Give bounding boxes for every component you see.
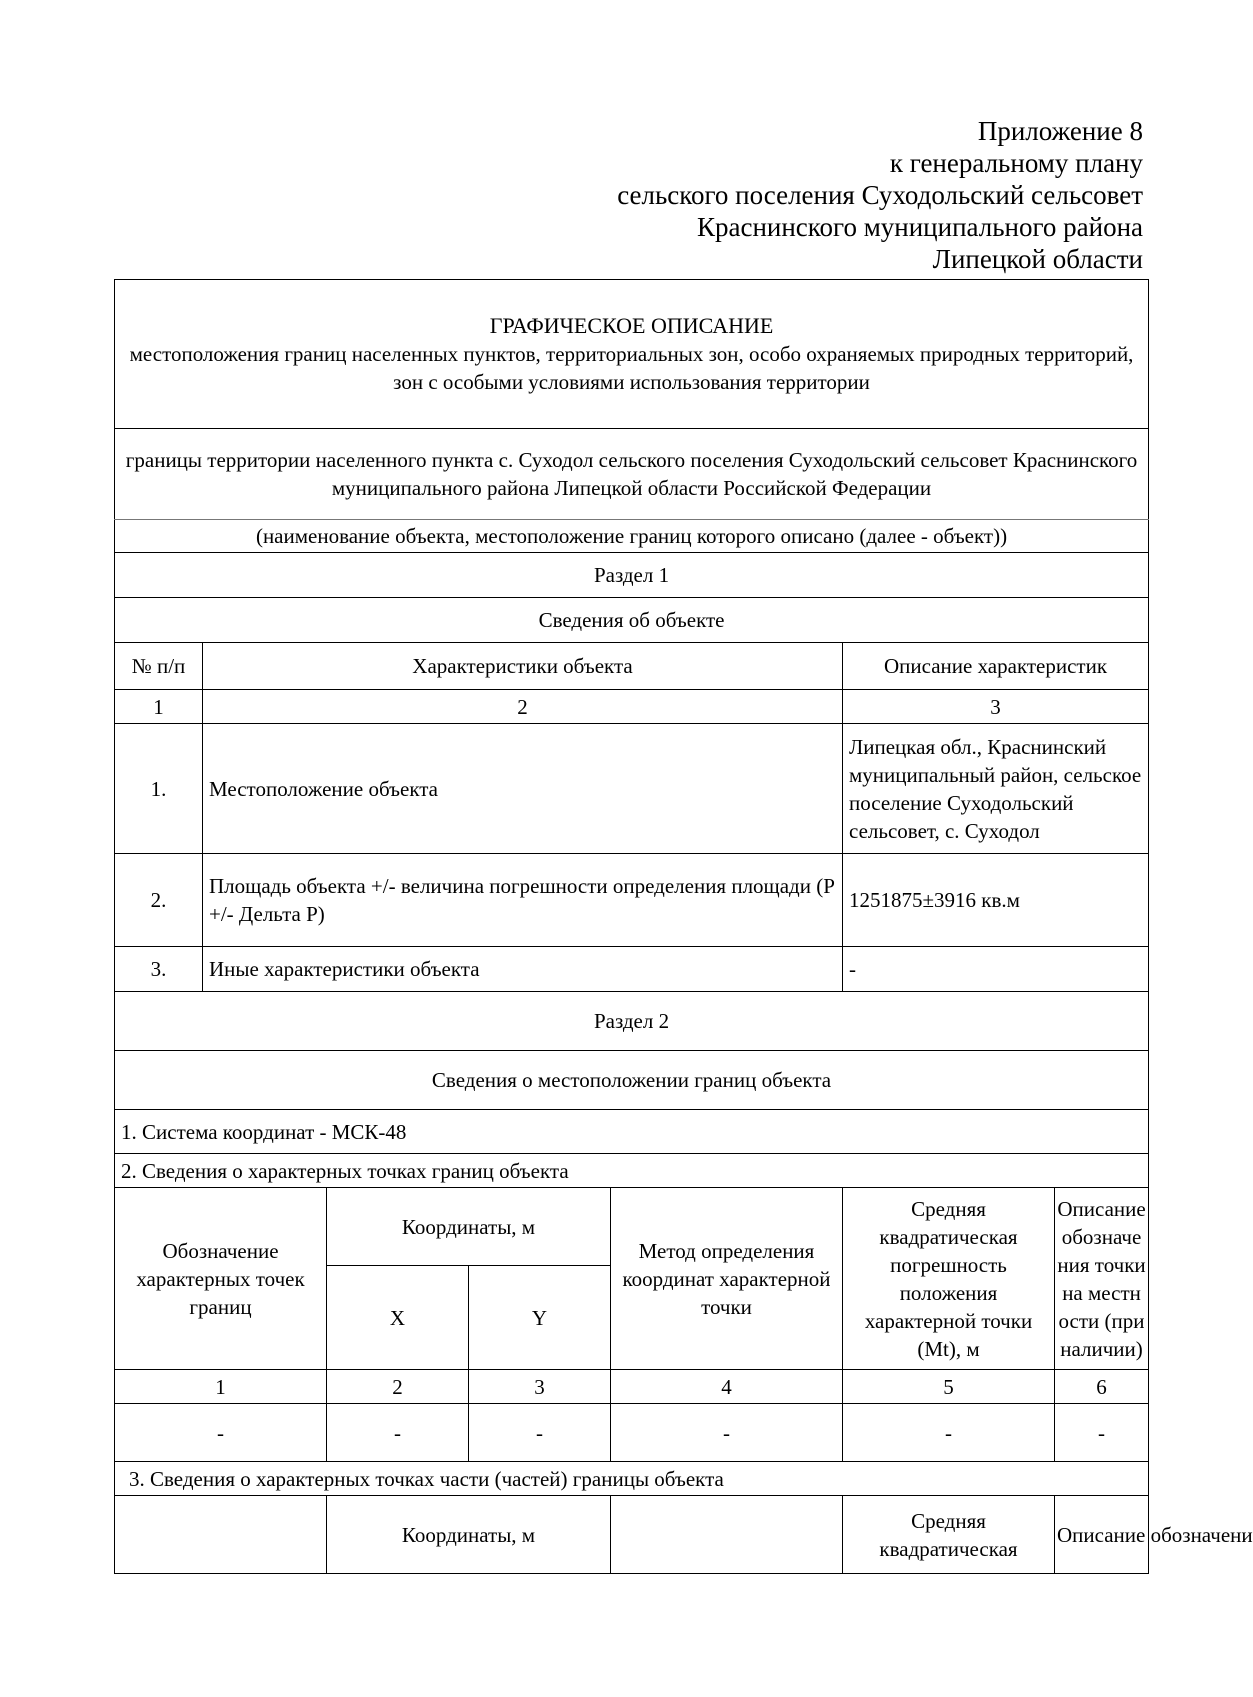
section-1-title: Раздел 1	[115, 553, 1149, 598]
column-number: 2	[203, 690, 843, 724]
object-name: границы территории населенного пункта с. Суходол сельского поселения Суходольский сельсовет Краснинского муниципального района Липецкой области Российской Федерации	[115, 429, 1149, 520]
characteristic-cell: Площадь объекта +/- величина погрешности определения площади (Р +/- Дельта Р)	[203, 854, 843, 947]
parts-section-title: 3. Сведения о характерных точках части (частей) границы объекта	[115, 1462, 1149, 1496]
description-form	[114, 279, 1253, 1571]
method-header-empty	[611, 1496, 843, 1574]
column-number: 5	[843, 1370, 1055, 1404]
description-cell: -	[843, 947, 1149, 992]
title-block	[115, 280, 1149, 429]
point-cell: -	[843, 1404, 1055, 1462]
designation-header: Обозначение характерных точек границ	[115, 1188, 327, 1370]
main-table	[114, 279, 1253, 1574]
table-row	[115, 947, 1149, 992]
section-1-subtitle: Сведения об объекте	[115, 598, 1149, 643]
appendix-line: Краснинского муниципального района	[696, 212, 1143, 242]
column-number: 1	[115, 690, 203, 724]
point-cell: -	[115, 1404, 327, 1462]
column-number: 6	[1055, 1370, 1149, 1404]
table-row	[115, 1404, 1149, 1462]
method-header: Метод определения координат характерной точки	[611, 1188, 843, 1370]
object-name-caption: (наименование объекта, местоположение границ которого описано (далее - объект))	[115, 520, 1149, 553]
row-number: 1.	[115, 724, 203, 854]
document-subtitle: местоположения границ населенных пунктов, территориальных зон, особо охраняемых природных территорий, зон с особыми условиями использования территории	[129, 342, 1134, 394]
coordinate-system: 1. Система координат - МСК-48	[115, 1110, 1149, 1154]
error-header: Средняя квадратическая	[843, 1496, 1055, 1574]
table-row	[115, 854, 1149, 947]
point-cell: -	[611, 1404, 843, 1462]
coordinates-header: Координаты, м	[327, 1496, 611, 1574]
characteristic-cell: Местоположение объекта	[203, 724, 843, 854]
row-number: 3.	[115, 947, 203, 992]
y-header: Y	[469, 1266, 611, 1370]
point-cell: -	[1055, 1404, 1149, 1462]
section-2-title: Раздел 2	[115, 992, 1149, 1051]
description-cell: 1251875±3916 кв.м	[843, 854, 1149, 947]
column-number: 1	[115, 1370, 327, 1404]
document-title: ГРАФИЧЕСКОЕ ОПИСАНИЕ	[489, 313, 774, 338]
table-row	[115, 724, 1149, 854]
section-2-subtitle: Сведения о местоположении границ объекта	[115, 1051, 1149, 1110]
point-description-header: Описание обозначения точки на местности (при наличии)	[1055, 1188, 1149, 1370]
appendix-line: сельского поселения Суходольский сельсовет	[617, 180, 1143, 210]
point-description-header: Описание обозначени	[1055, 1496, 1149, 1574]
point-cell: -	[469, 1404, 611, 1462]
description-cell: Липецкая обл., Краснинский муниципальный район, сельское поселение Суходольский сельсовет, с. Суходол	[843, 724, 1149, 854]
column-header: № п/п	[115, 643, 203, 690]
row-number: 2.	[115, 854, 203, 947]
characteristic-cell: Иные характеристики объекта	[203, 947, 843, 992]
appendix-line: Липецкой области	[932, 244, 1143, 274]
column-header: Характеристики объекта	[203, 643, 843, 690]
appendix-line: Приложение 8	[977, 116, 1143, 146]
column-header: Описание характеристик	[843, 643, 1149, 690]
point-cell: -	[327, 1404, 469, 1462]
column-number: 2	[327, 1370, 469, 1404]
appendix-line: к генеральному плану	[889, 148, 1143, 178]
designation-header-empty	[115, 1496, 327, 1574]
column-number: 4	[611, 1370, 843, 1404]
points-section-title: 2. Сведения о характерных точках границ объекта	[115, 1154, 1149, 1188]
appendix-header	[617, 115, 1143, 275]
coordinates-header: Координаты, м	[327, 1188, 611, 1266]
column-number: 3	[469, 1370, 611, 1404]
column-number: 3	[843, 690, 1149, 724]
x-header: X	[327, 1266, 469, 1370]
error-header: Средняя квадратическая погрешность положения характерной точки (Mt), м	[843, 1188, 1055, 1370]
